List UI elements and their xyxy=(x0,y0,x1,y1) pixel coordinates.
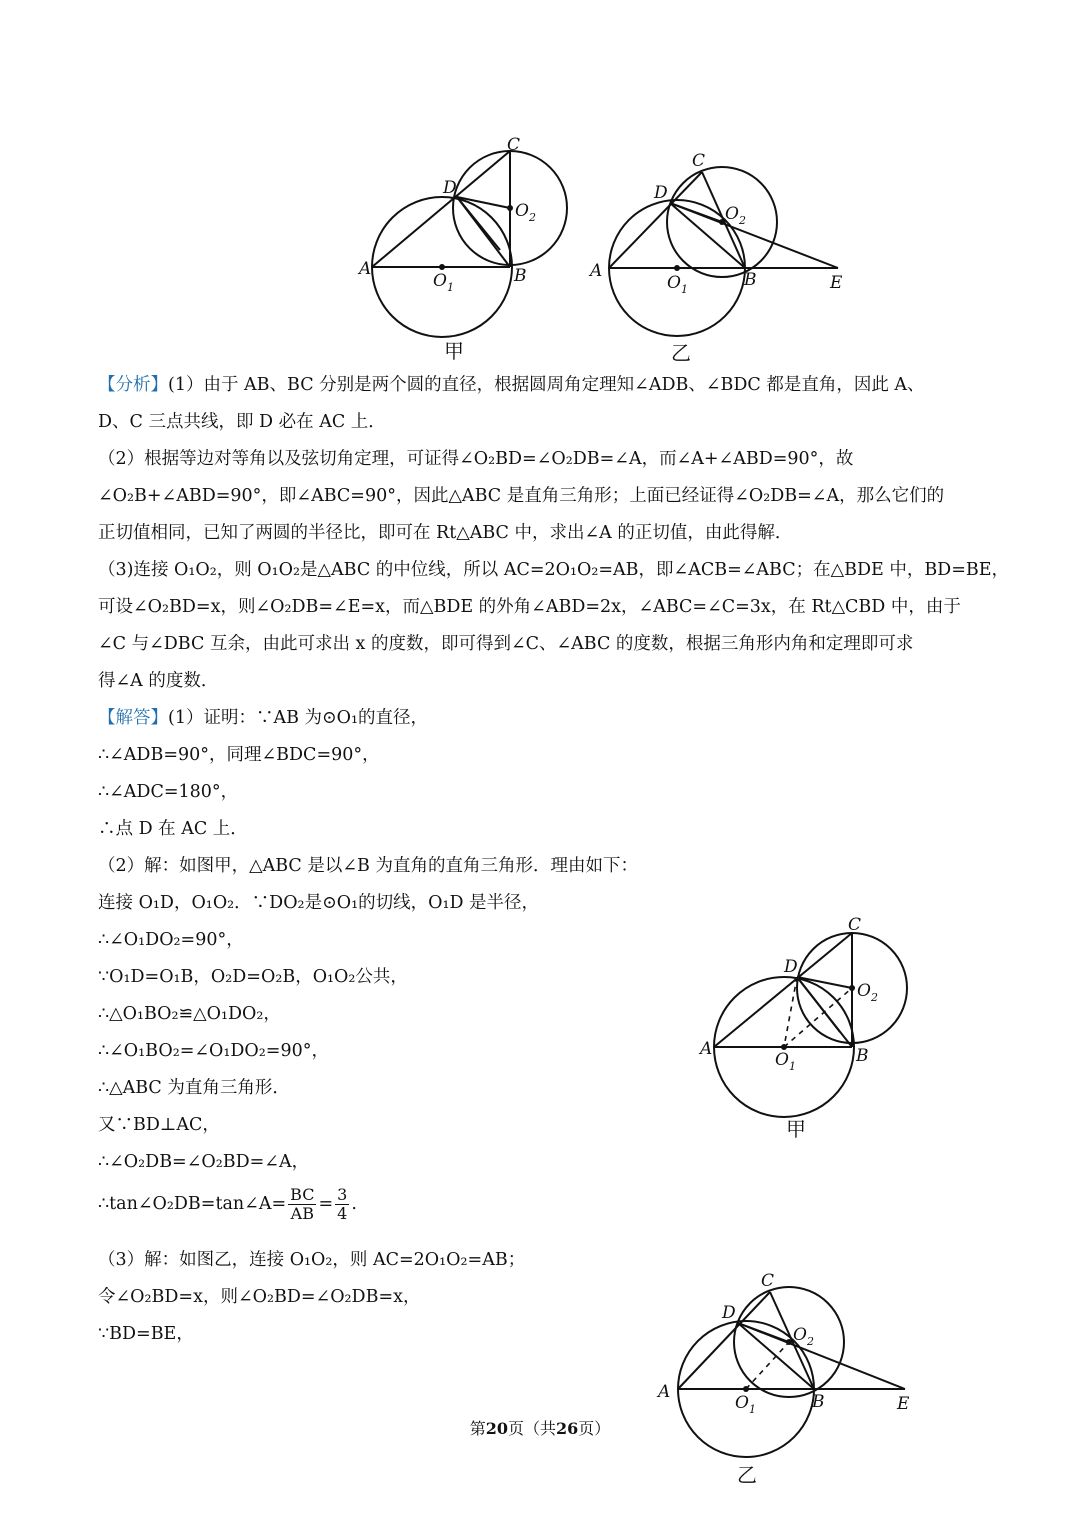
svg-text:2: 2 xyxy=(529,211,536,224)
label-b-r1: B xyxy=(856,1046,869,1066)
label-d-yi: D xyxy=(654,183,668,203)
solution-tag: 【解答】 xyxy=(98,708,168,728)
label-b: B xyxy=(514,266,527,286)
fraction-bc-ab: $\frac{BC}{AB}$ xyxy=(290,1185,315,1223)
analysis-line-7: 可设∠O₂BD=x，则∠O₂DB=∠E=x，而△BDE 的外角∠ABD=2x，∠ABC=∠C=3x，在 Rt△CBD 中，由于 xyxy=(98,597,961,617)
solution-tan-line: ∴tan∠O₂DB=tan∠A= $\frac{BC}{AB}$ = $\frac{3}{4}$ . xyxy=(98,1185,357,1223)
label-o2-yi: O xyxy=(725,204,739,224)
label-o2: O xyxy=(515,201,529,221)
solution-line-4: ∴点 D 在 AC 上． xyxy=(98,819,248,839)
caption-yi: 乙 xyxy=(671,341,691,365)
svg-text:1: 1 xyxy=(789,1060,796,1073)
analysis-tag: 【分析】 xyxy=(98,375,168,395)
analysis-line-4: ∠O₂B+∠ABD=90°，即∠ABC=90°，因此△ABC 是直角三角形；上面已经证得∠O₂DB=∠A，那么它们的 xyxy=(98,486,945,506)
label-b-r2: B xyxy=(812,1392,825,1412)
label-o1-r2: O xyxy=(735,1393,749,1413)
figure-yi-top xyxy=(585,145,850,370)
analysis-line-3: （2）根据等边对等角以及弦切角定理，可证得∠O₂BD=∠O₂DB=∠A，而∠A+∠ABD=90°，故 xyxy=(98,449,854,469)
caption-jia-r: 甲 xyxy=(786,1117,806,1141)
label-a-r1: A xyxy=(700,1039,713,1059)
page-footer: 第20页（共26页） xyxy=(469,1419,611,1438)
figure-jia-right xyxy=(695,905,920,1145)
analysis-line-5: 正切值相同，已知了两圆的半径比，即可在 Rt△ABC 中，求出∠A 的正切值，由此得解． xyxy=(98,523,793,543)
analysis-line-8: ∠C 与∠DBC 互余，由此可求出 x 的度数，即可得到∠C、∠ABC 的度数，根据三角形内角和定理即可求 xyxy=(98,634,914,654)
solution-line-15: （3）解：如图乙，连接 O₁O₂，则 AC=2O₁O₂=AB； xyxy=(98,1250,526,1270)
svg-text:1: 1 xyxy=(447,281,454,294)
label-o1: O xyxy=(433,271,447,291)
solution-line-1: 【解答】(1）证明：∵AB 为⊙O₁的直径， xyxy=(98,708,429,728)
label-a: A xyxy=(359,259,372,279)
analysis-line-1: 【分析】(1）由于 AB、BC 分别是两个圆的直径，根据圆周角定理知∠ADB、∠BDC 都是直角，因此 A、 xyxy=(98,375,925,395)
svg-text:1: 1 xyxy=(681,283,688,296)
svg-text:2: 2 xyxy=(739,214,746,227)
svg-text:1: 1 xyxy=(749,1403,756,1416)
solution-line-9: ∴△O₁BO₂≌△O₁DO₂， xyxy=(98,1004,281,1024)
solution-line-2: ∴∠ADB=90°，同理∠BDC=90°， xyxy=(98,745,380,765)
label-d-r2: D xyxy=(722,1303,736,1323)
label-o1-r1: O xyxy=(775,1050,789,1070)
svg-text:2: 2 xyxy=(871,991,878,1004)
label-e-yi: E xyxy=(830,273,843,293)
label-o1-yi: O xyxy=(667,273,681,293)
label-d-r1: D xyxy=(784,957,798,977)
solution-line-11: ∴△ABC 为直角三角形． xyxy=(98,1078,290,1098)
label-d: D xyxy=(443,178,457,198)
label-c: C xyxy=(507,135,521,155)
label-a-yi: A xyxy=(590,261,603,281)
solution-line-3: ∴∠ADC=180°， xyxy=(98,782,239,802)
solution-line-7: ∴∠O₁DO₂=90°， xyxy=(98,930,244,950)
solution-line-5: （2）解：如图甲，△ABC 是以∠B 为直角的直角三角形．理由如下： xyxy=(98,856,638,876)
page-total: 26 xyxy=(556,1419,579,1438)
solution-line-13: ∴∠O₂DB=∠O₂BD=∠A， xyxy=(98,1152,310,1172)
solution-line-17: ∵BD=BE， xyxy=(98,1324,194,1344)
label-a-r2: A xyxy=(658,1382,671,1402)
label-e-r2: E xyxy=(897,1394,910,1414)
fraction-3-4: $\frac{3}{4}$ xyxy=(337,1185,348,1223)
solution-line-16: 令∠O₂BD=x，则∠O₂BD=∠O₂DB=x， xyxy=(98,1287,421,1307)
caption-jia: 甲 xyxy=(444,339,464,363)
analysis-line-6: （3)连接 O₁O₂，则 O₁O₂是△ABC 的中位线，所以 AC=2O₁O₂=AB，即∠ACB=∠ABC；在△BDE 中，BD=BE， xyxy=(98,560,1010,580)
solution-line-12: 又∵BD⊥AC， xyxy=(98,1115,220,1135)
solution-line-6: 连接 O₁D，O₁O₂．∵DO₂是⊙O₁的切线，O₁D 是半径， xyxy=(98,893,540,913)
label-c-r1: C xyxy=(848,915,862,935)
analysis-line-2: D、C 三点共线，即 D 必在 AC 上． xyxy=(98,412,386,432)
label-o2-r2: O xyxy=(793,1325,807,1345)
solution-line-8: ∵O₁D=O₁B，O₂D=O₂B，O₁O₂公共， xyxy=(98,967,408,987)
solution-line-10: ∴∠O₁BO₂=∠O₁DO₂=90°， xyxy=(98,1041,329,1061)
page-number: 20 xyxy=(485,1419,508,1438)
label-o2-r1: O xyxy=(857,981,871,1001)
label-c-r2: C xyxy=(761,1271,775,1291)
figure-yi-right xyxy=(650,1265,920,1490)
figure-jia-top xyxy=(355,130,575,365)
label-c-yi: C xyxy=(692,151,706,171)
caption-yi-r: 乙 xyxy=(737,1463,757,1487)
label-b-yi: B xyxy=(744,270,757,290)
analysis-line-9: 得∠A 的度数． xyxy=(98,671,219,691)
svg-text:2: 2 xyxy=(807,1335,814,1348)
